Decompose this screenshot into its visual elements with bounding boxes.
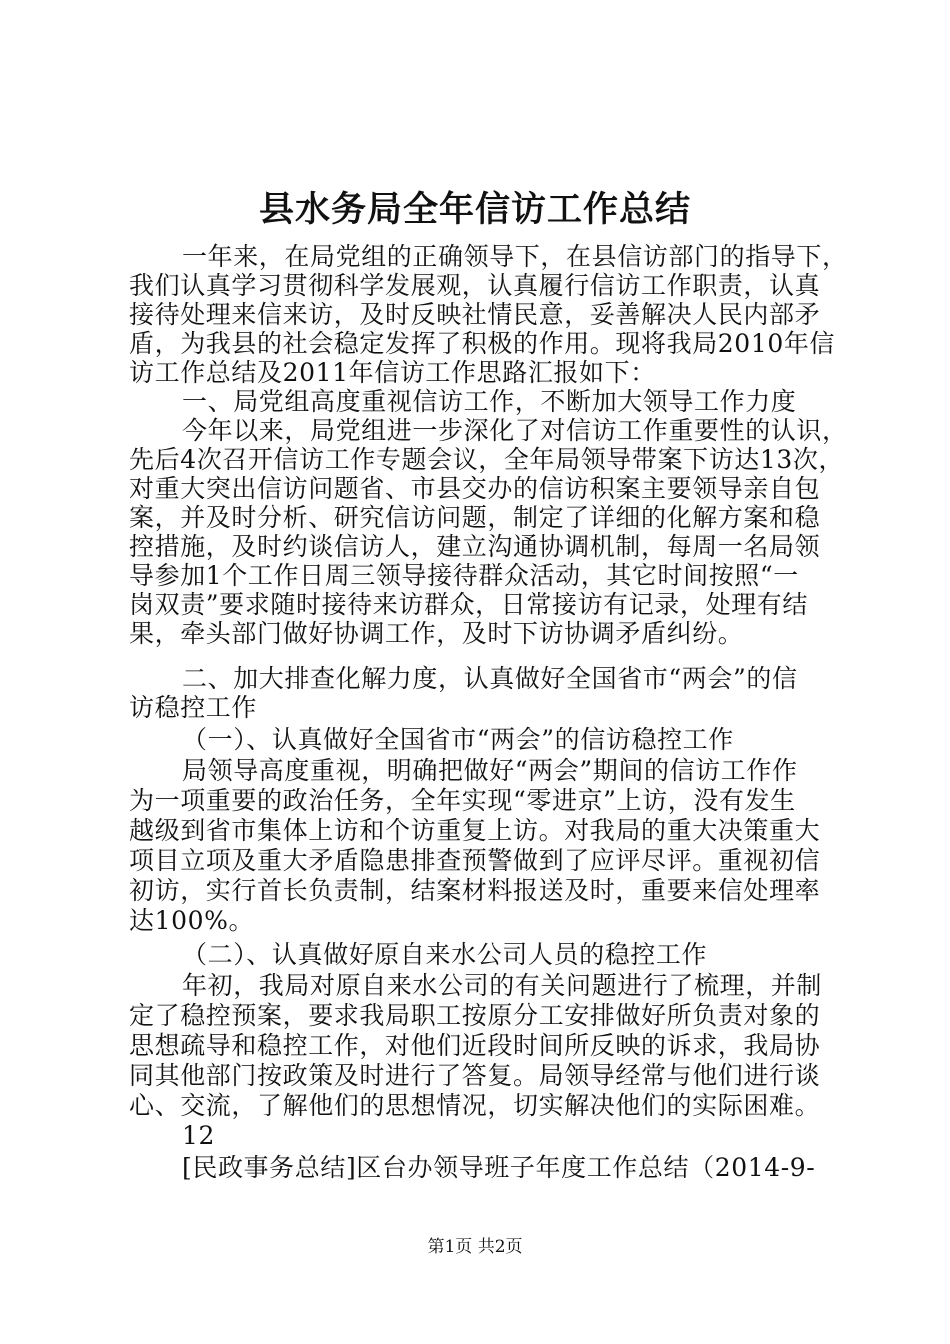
body-line: 12 [182, 1121, 216, 1150]
body-line: 达100%。 [129, 906, 255, 935]
body-line: [民政事务总结]区台办领导班子年度工作总结（2014-9- [182, 1153, 816, 1182]
body-line: 心、交流，了解他们的思想情况，切实解决他们的实际困难。 [129, 1091, 821, 1120]
body-line: 今年以来，局党组进一步深化了对信访工作重要性的认识， [182, 416, 848, 445]
body-line: 思想疏导和稳控工作，对他们近段时间所反映的诉求，我局协 [129, 1031, 821, 1060]
subsection-heading: （二）、认真做好原自来水公司人员的稳控工作 [182, 940, 708, 969]
body-line: 我们认真学习贯彻科学发展观，认真履行信访工作职责，认真 [129, 271, 821, 300]
body-line: 一年来，在局党组的正确领导下，在县信访部门的指导下， [182, 242, 848, 271]
body-line: 同其他部门按政策及时进行了答复。局领导经常与他们进行谈 [129, 1061, 821, 1090]
section-heading: 二、加大排查化解力度，认真做好全国省市“两会”的信 [182, 664, 798, 693]
body-line: 先后4次召开信访工作专题会议，全年局领导带案下访达13次， [129, 445, 845, 474]
page-footer: 第1页 共2页 [427, 1237, 523, 1257]
body-line: 为一项重要的政治任务，全年实现“零进京”上访，没有发生 [129, 786, 796, 815]
body-line: 果，牵头部门做好协调工作，及时下访协调矛盾纠纷。 [129, 619, 744, 648]
section-heading: 访稳控工作 [129, 693, 258, 722]
body-line: 初访，实行首长负责制，结案材料报送及时，重要来信处理率 [129, 876, 821, 905]
body-line: 岗双责”要求随时接待来访群众，日常接访有记录，处理有结 [129, 590, 808, 619]
body-line: 年初，我局对原自来水公司的有关问题进行了梳理，并制 [182, 971, 823, 1000]
body-line: 对重大突出信访问题省、市县交办的信访积案主要领导亲自包 [129, 474, 821, 503]
body-line: 局领导高度重视，明确把做好“两会”期间的信访工作作 [182, 756, 798, 785]
body-line: 控措施，及时约谈信访人，建立沟通协调机制，每周一名局领 [129, 532, 821, 561]
body-line: 越级到省市集体上访和个访重复上访。对我局的重大决策重大 [129, 816, 821, 845]
body-line: 访工作总结及2011年信访工作思路汇报如下： [129, 358, 656, 387]
body-line: 项目立项及重大矛盾隐患排查预警做到了应评尽评。重视初信 [129, 846, 821, 875]
body-line: 盾，为我县的社会稳定发挥了积极的作用。现将我局2010年信 [129, 329, 836, 358]
subsection-heading: （一）、认真做好全国省市“两会”的信访稳控工作 [182, 725, 734, 754]
section-heading: 一、局党组高度重视信访工作，不断加大领导工作力度 [182, 387, 797, 416]
body-line: 定了稳控预案，要求我局职工按原分工安排做好所负责对象的 [129, 1001, 821, 1030]
body-line: 接待处理来信来访，及时反映社情民意，妥善解决人民内部矛 [129, 300, 821, 329]
body-line: 案，并及时分析、研究信访问题，制定了详细的化解方案和稳 [129, 503, 821, 532]
document-title: 县水务局全年信访工作总结 [258, 189, 691, 230]
body-line: 导参加1个工作日周三领导接待群众活动，其它时间按照“一 [129, 561, 799, 590]
